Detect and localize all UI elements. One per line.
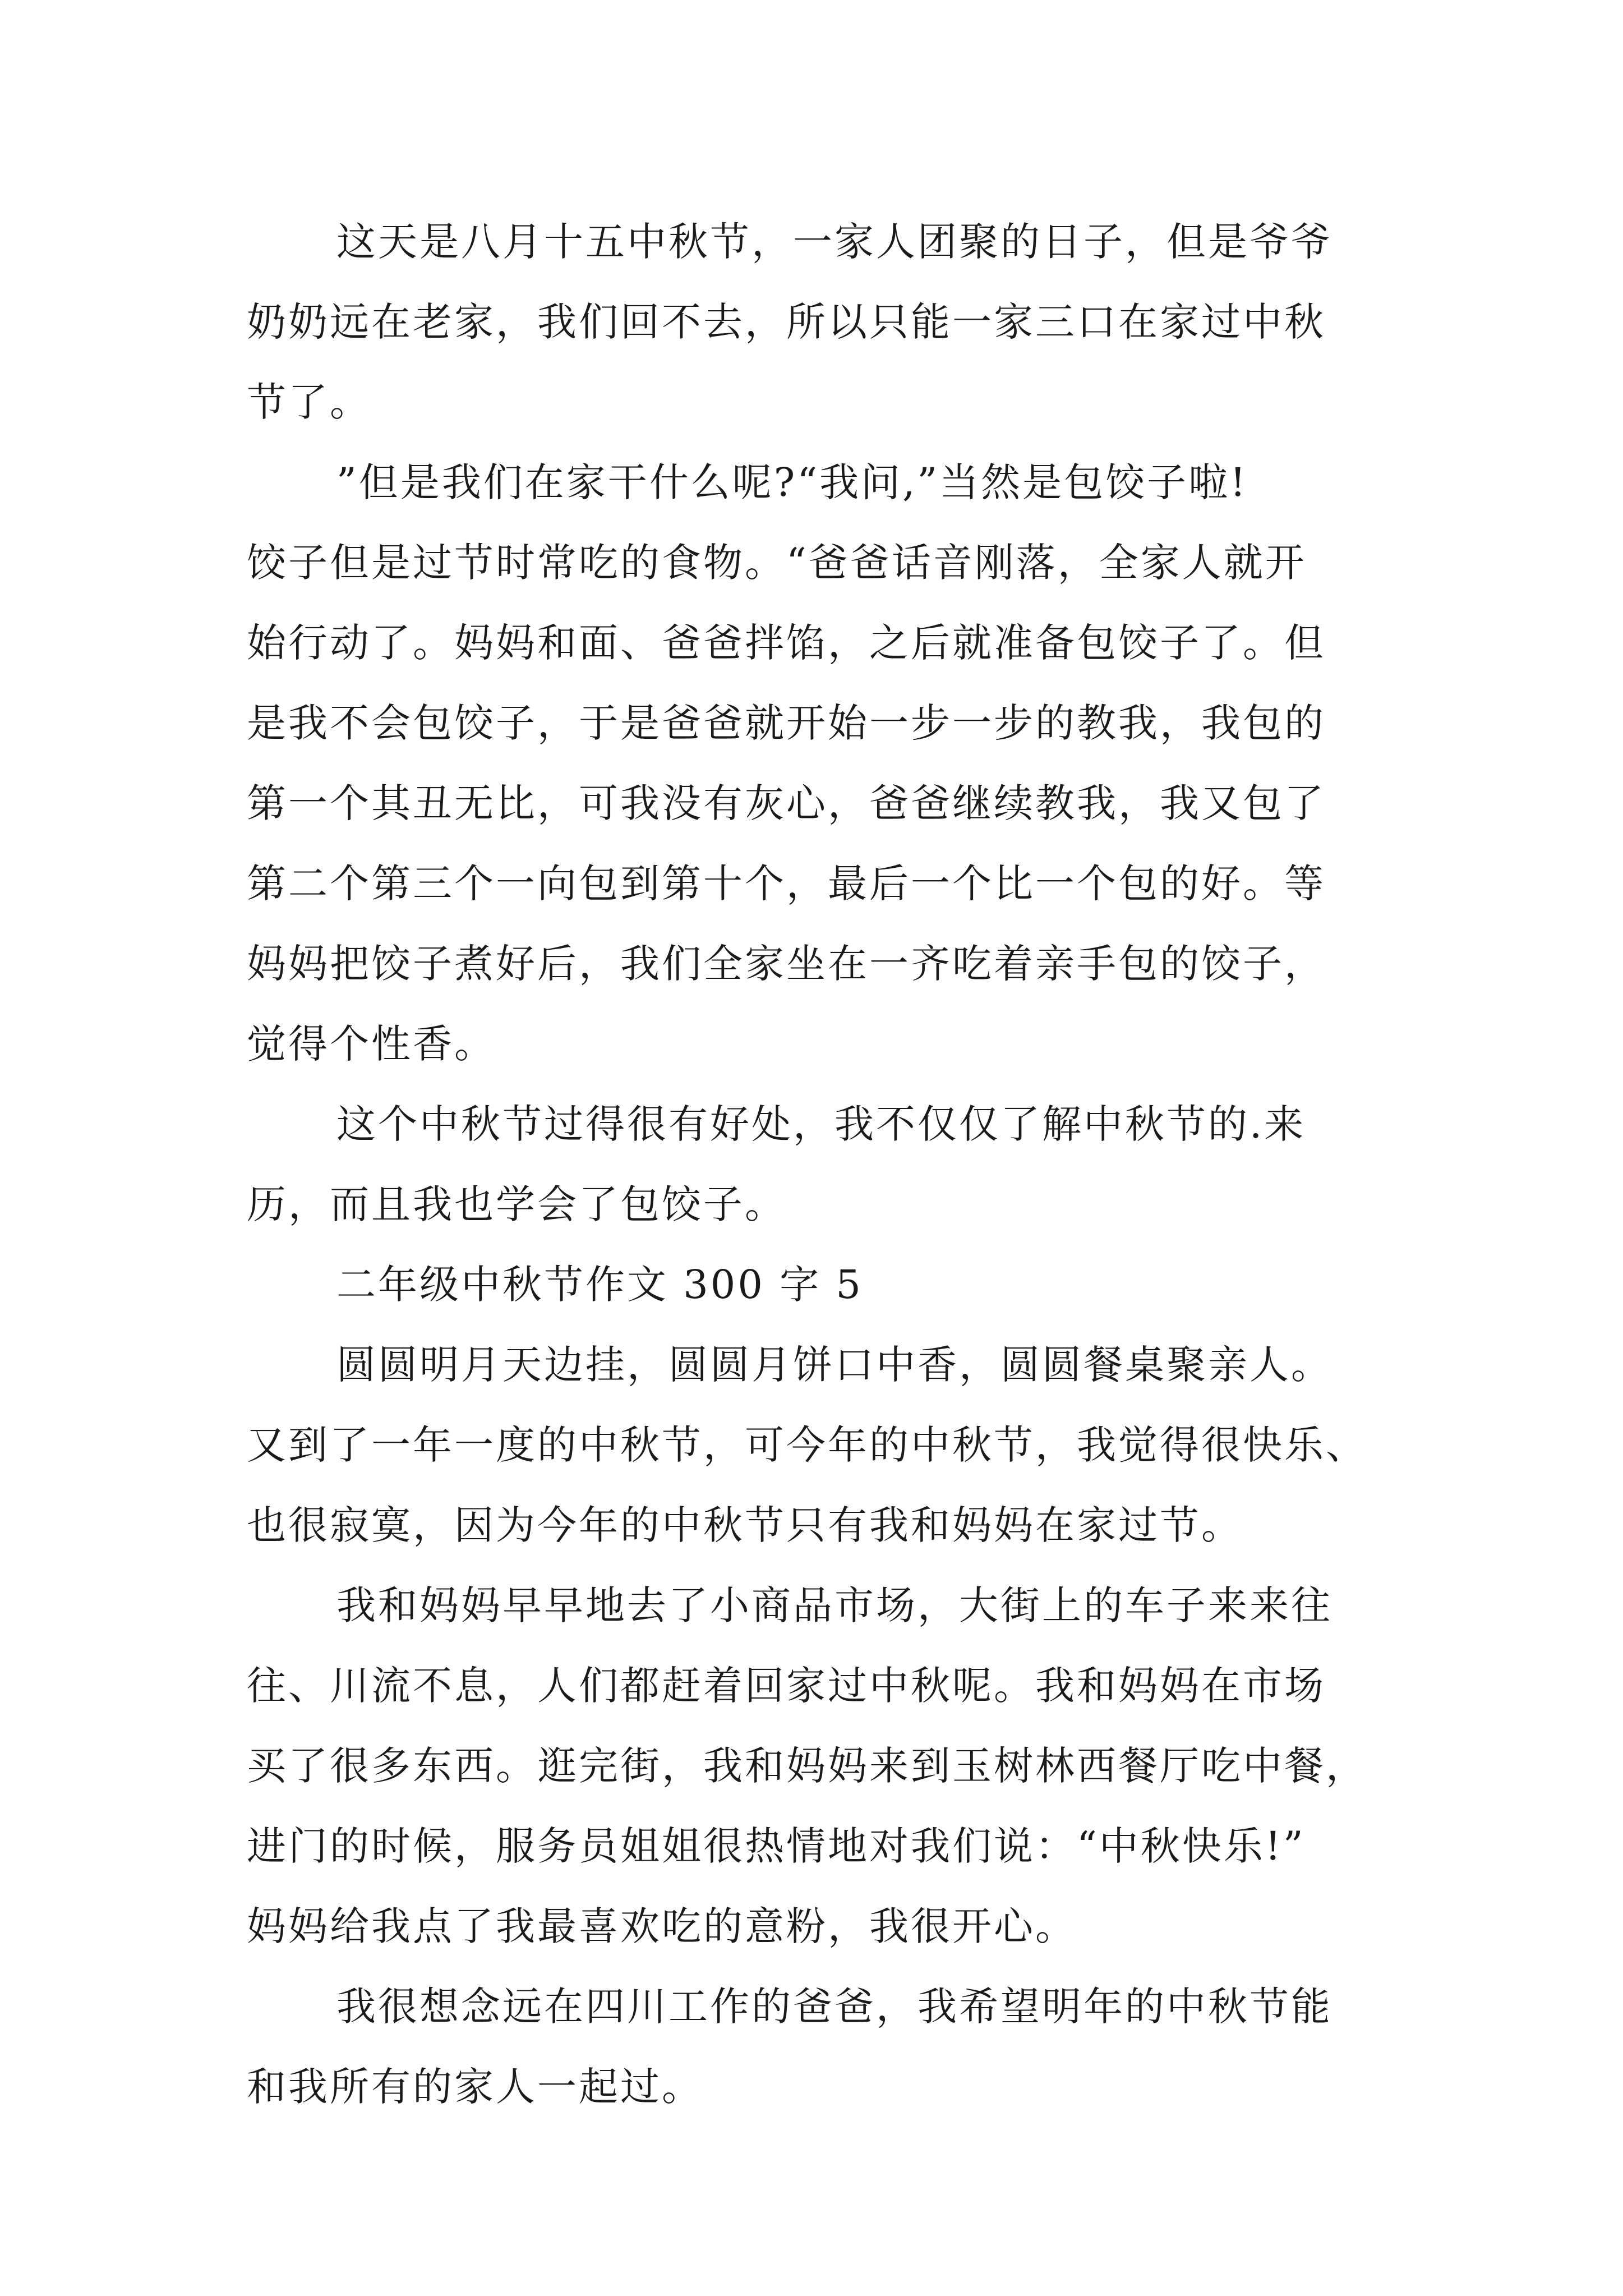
paragraph-3 [247, 1084, 1391, 1245]
paragraph-line: 奶奶远在老家，我们回不去，所以只能一家三口在家过中秋 [247, 299, 1326, 345]
paragraph-line: 始行动了。妈妈和面、爸爸拌馅，之后就准备包饺子了。但 [247, 620, 1326, 666]
paragraph-2 [247, 443, 1391, 1084]
paragraph-line: 饺子但是过节时常吃的食物。“爸爸话音刚落，全家人就开 [247, 540, 1307, 586]
paragraph-7 [247, 1967, 1391, 2127]
paragraph-line: 买了很多东西。逛完街，我和妈妈来到玉树林西餐厅吃中餐， [247, 1743, 1367, 1789]
heading-line: 二年级中秋节作文 300 字 5 [336, 1262, 863, 1308]
paragraph-line: 这个中秋节过得很有好处，我不仅仅了解中秋节的.来 [336, 1101, 1306, 1147]
paragraph-line: 妈妈给我点了我最喜欢吃的意粉，我很开心。 [247, 1903, 1077, 1949]
paragraph-line: 和我所有的家人一起过。 [247, 2064, 703, 2110]
paragraph-line: 我和妈妈早早地去了小商品市场，大街上的车子来来往 [336, 1582, 1332, 1628]
paragraph-line: 是我不会包饺子，于是爸爸就开始一步一步的教我，我包的 [247, 700, 1326, 746]
paragraph-line: 节了。 [247, 379, 371, 425]
paragraph-1 [247, 202, 1391, 443]
paragraph-line: 第二个第三个一向包到第十个，最后一个比一个包的好。等 [247, 861, 1326, 907]
paragraph-line: 历，而且我也学会了包饺子。 [247, 1181, 786, 1227]
paragraph-line: 进门的时候，服务员姐姐很热情地对我们说：“中秋快乐!” [247, 1823, 1306, 1869]
section-heading [247, 1245, 1391, 1325]
paragraph-line: 第一个其丑无比，可我没有灰心，爸爸继续教我，我又包了 [247, 780, 1326, 826]
paragraph-line: 妈妈把饺子煮好后，我们全家坐在一齐吃着亲手包的饺子， [247, 941, 1326, 987]
document-body [247, 202, 1391, 2127]
paragraph-line: 圆圆明月天边挂，圆圆月饼口中香，圆圆餐桌聚亲人。 [336, 1342, 1332, 1388]
paragraph-line: 又到了一年一度的中秋节，可今年的中秋节，我觉得很快乐、 [247, 1422, 1367, 1468]
paragraph-6 [247, 1566, 1391, 1967]
paragraph-5 [247, 1325, 1391, 1566]
paragraph-line: 我很想念远在四川工作的爸爸，我希望明年的中秋节能 [336, 1984, 1332, 2030]
paragraph-line: 也很寂寞，因为今年的中秋节只有我和妈妈在家过节。 [247, 1502, 1243, 1548]
paragraph-line: ”但是我们在家干什么呢?“我问,”当然是包饺子啦! [336, 459, 1248, 505]
paragraph-line: 这天是八月十五中秋节，一家人团聚的日子，但是爷爷 [336, 219, 1332, 265]
paragraph-line: 往、川流不息，人们都赶着回家过中秋呢。我和妈妈在市场 [247, 1663, 1326, 1709]
paragraph-line: 觉得个性香。 [247, 1021, 496, 1067]
